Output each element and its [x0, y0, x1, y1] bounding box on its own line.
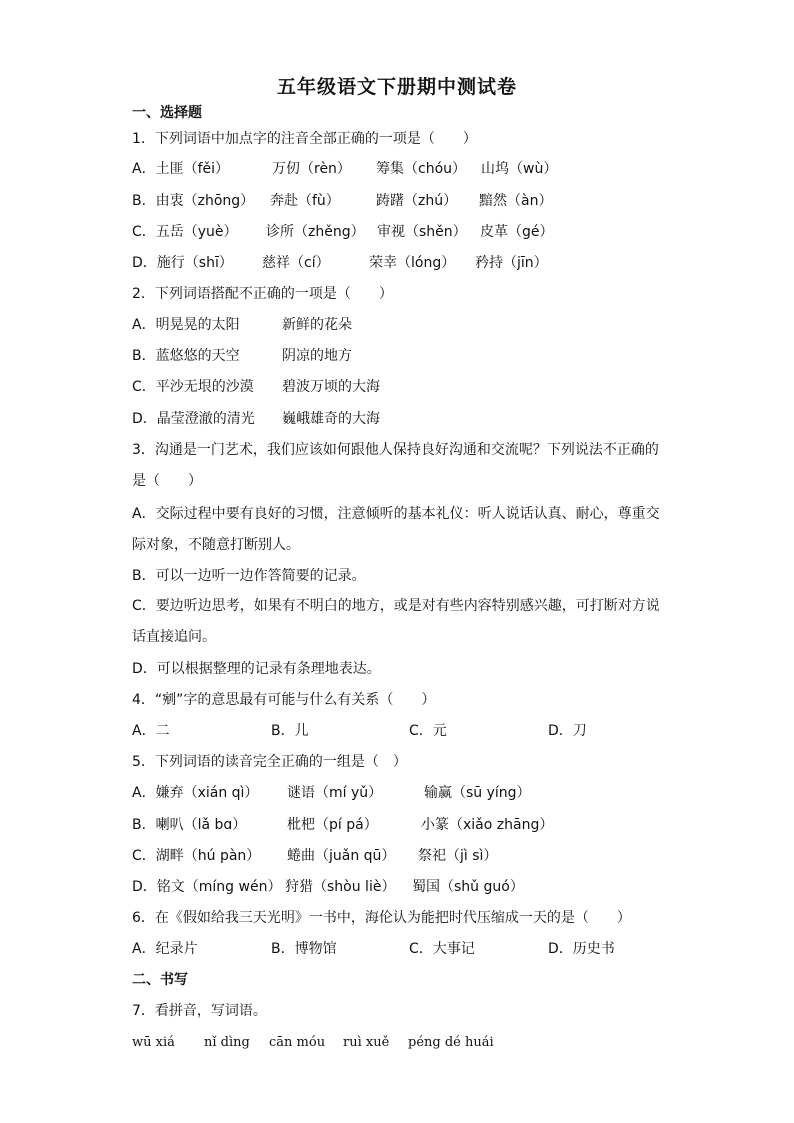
- q7-pinyin-item: péng dé huái: [408, 1035, 494, 1050]
- exam-page: 五年级语文下册期中测试卷 一、选择题 1．下列词语中加点字的注音全部正确的一项是（ ） A．土匪（fěi） 万仞（rèn） 筹集（chóu） 山坞（wù） B．由衷（zhōng） 奔赴（fù） 踌躇（zhú） 黯然（àn） C．五岳（yuè） 诊所（zhěng） 审视（shěn） 皮革（gé） D．施行（shī） 慈祥（cí） 荣幸（lóng） 矜持（jīn） 2．下列词语搭配不正确的一项是（ ） A．明晃晃的太阳 新鲜的花朵 B．蓝悠悠的天空 阴凉的地方 C．平沙无垠的沙漠 碧波万顷的大海 D．晶莹澄澈的清光 巍峨雄奇的大海 3．沟通是一门艺术，我们应该如何跟他人保持良好沟通和交流呢？下列说法不正确的 是（ ） A．交际过程中要有良好的习惯，注意倾听的基本礼仪：听人说话认真、耐心，尊重交 际对象，不随意打断别人。 B．可以一边听一边作答简要的记录。 C．要边听边思考，如果有不明白的地方，或是对有些内容特别感兴趣，可打断对方说 话直接追问。 D．可以根据整理的记录有条理地表达。 4．“剜”字的意思最有可能与什么有关系（ ） A．二 B．儿 C．元 D．刀 5．下列词语的读音完全正确的一组是（ ） A．嫌弃（xián qì） 谜语（mí yǔ） 输赢（sū yíng） B．喇叭（lǎ bɑ） 枇杷（pí pá） 小篆（xiǎo zhāng） C．湖畔（hú pàn） 蜷曲（juǎn qū） 祭祀（jì sì） D．铭文（míng wén） 狩猎（shòu liè） 蜀国（shǔ guó） 6．在《假如给我三天光明》一书中，海伦认为能把时代压缩成一天的是（ ） A．纪录片 B．博物馆 C．大事记 D．历史书 二、书写 7．看拼音，写词语。 wū xiá nǐ dìng cān móu ruì xuě péng dé huái: [0, 0, 794, 1123]
- q7-pinyin-item: ruì xuě: [343, 1035, 390, 1050]
- q3-option-c-line2: 话直接追问。: [132, 629, 216, 645]
- q6-option-b: B．博物馆: [271, 941, 337, 957]
- section-heading-writing: 二、书写: [132, 972, 188, 988]
- q7-pinyin-item: wū xiá: [132, 1035, 175, 1050]
- page-title: 五年级语文下册期中测试卷: [276, 76, 517, 98]
- q3-stem-line1: 3．沟通是一门艺术，我们应该如何跟他人保持良好沟通和交流呢？下列说法不正确的: [132, 442, 659, 458]
- q3-stem-line2: 是（ ）: [132, 473, 202, 489]
- q1-stem: 1．下列词语中加点字的注音全部正确的一项是（ ）: [132, 131, 477, 147]
- q6-stem: 6．在《假如给我三天光明》一书中，海伦认为能把时代压缩成一天的是（ ）: [132, 910, 631, 926]
- q6-option-c: C．大事记: [409, 941, 475, 957]
- q7-pinyin-item: cān móu: [269, 1035, 326, 1050]
- q3-option-a-line1: A．交际过程中要有良好的习惯，注意倾听的基本礼仪：听人说话认真、耐心，尊重交: [132, 506, 660, 522]
- q4-stem: 4．“剜”字的意思最有可能与什么有关系（ ）: [132, 692, 436, 708]
- q7-stem: 7．看拼音，写词语。: [132, 1003, 267, 1019]
- q5-stem: 5．下列词语的读音完全正确的一组是（ ）: [132, 754, 407, 770]
- section-heading-choice: 一、选择题: [132, 105, 202, 121]
- q2-stem: 2．下列词语搭配不正确的一项是（ ）: [132, 286, 393, 302]
- q4-option-c: C．元: [409, 723, 447, 739]
- q4-option-a: A．二: [132, 723, 170, 739]
- q6-option-a: A．纪录片: [132, 941, 198, 957]
- q3-option-b: B．可以一边听一边作答简要的记录。: [132, 568, 366, 584]
- q3-option-d: D．可以根据整理的记录有条理地表达。: [132, 661, 381, 677]
- q3-option-c-line1: C．要边听边思考，如果有不明白的地方，或是对有些内容特别感兴趣，可打断对方说: [132, 598, 660, 614]
- q4-option-d: D．刀: [548, 723, 587, 739]
- q7-pinyin-item: nǐ dìng: [204, 1035, 250, 1050]
- q6-option-d: D．历史书: [548, 941, 615, 957]
- q3-option-a-line2: 际对象，不随意打断别人。: [132, 537, 300, 553]
- q4-option-b: B．儿: [271, 723, 309, 739]
